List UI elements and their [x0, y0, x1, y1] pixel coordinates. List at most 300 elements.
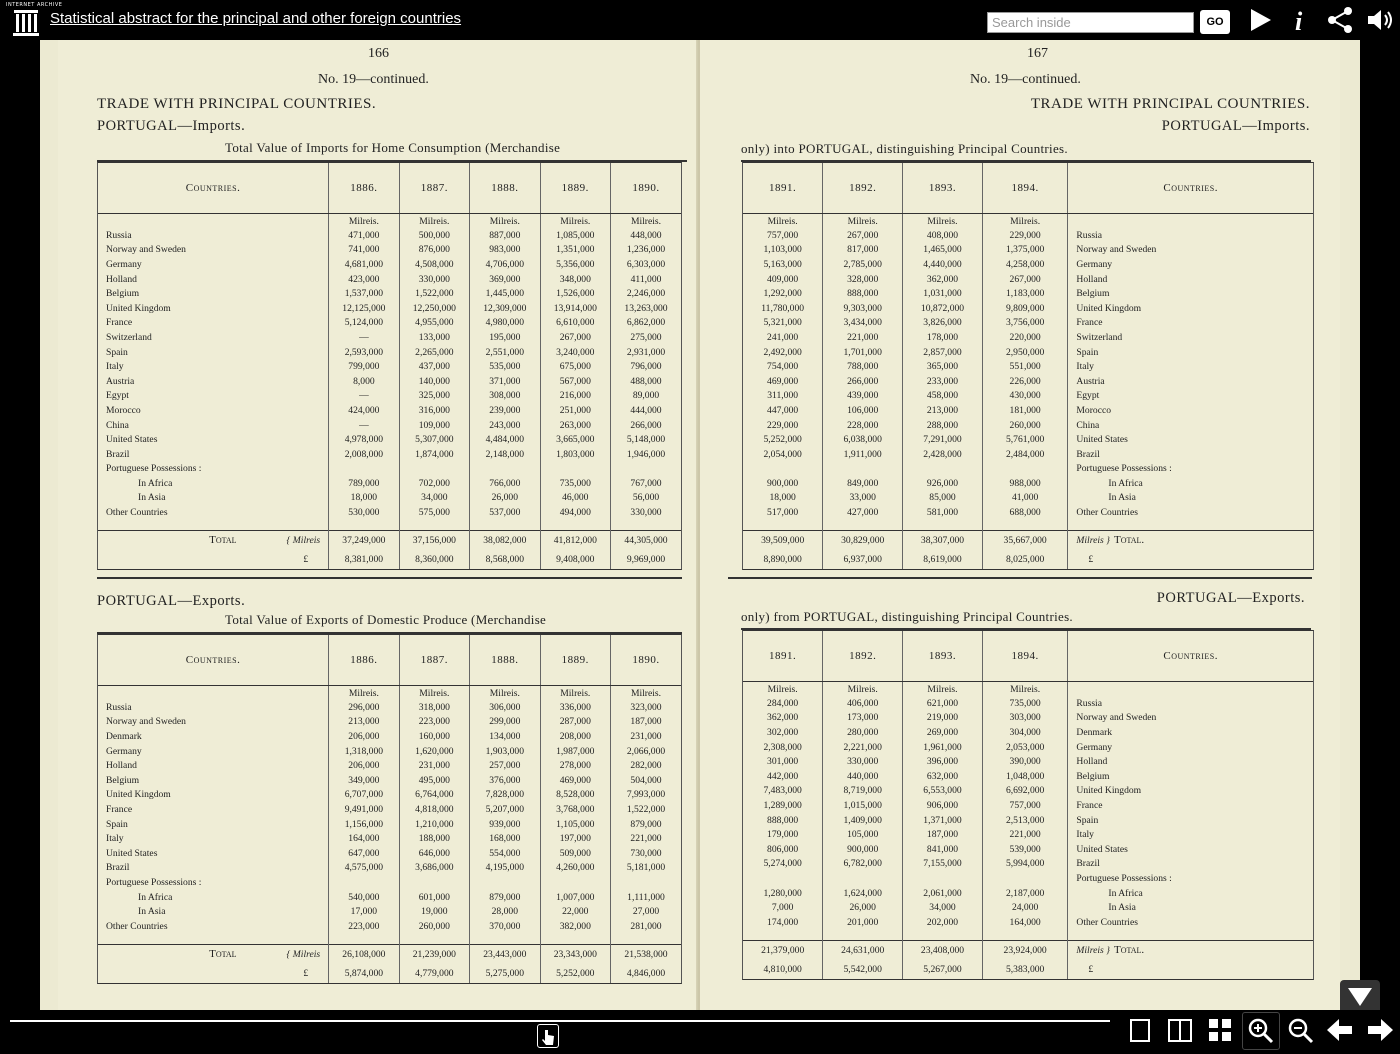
value-cell: 46,000	[540, 491, 610, 506]
value-cell: 187,000	[630, 716, 662, 728]
total-value-cell: 5,267,000	[903, 960, 983, 979]
value-cell: 17,000	[329, 904, 399, 919]
spacer-cell	[399, 520, 469, 531]
year-column-header: 1894.	[982, 163, 1068, 214]
value-cell: 2,931,000	[626, 346, 666, 358]
value-cell	[903, 462, 983, 477]
country-label: In Africa	[98, 890, 329, 905]
table-row	[743, 243, 1313, 258]
value-cell: 817,000	[823, 243, 903, 258]
value-cell	[982, 462, 1068, 477]
units-cell: Milreis.	[823, 682, 903, 697]
country-label: France	[1076, 799, 1103, 811]
total-value-cell: 8,619,000	[903, 550, 983, 569]
table-row	[743, 813, 1313, 828]
year-column-header: 1891.	[743, 163, 823, 214]
value-cell: 28,000	[470, 904, 540, 919]
next-page-icon[interactable]	[1365, 1015, 1395, 1045]
value-cell: 1,280,000	[743, 886, 823, 901]
value-cell: 6,610,000	[540, 316, 610, 331]
value-cell: 796,000	[630, 361, 662, 373]
units-cell: Milreis.	[630, 215, 662, 227]
value-cell	[399, 875, 469, 890]
value-cell: 788,000	[823, 359, 903, 374]
country-label: Germany	[98, 257, 329, 272]
book-spread[interactable]	[40, 40, 1360, 1010]
value-cell: 4,955,000	[399, 316, 469, 331]
table-row	[743, 272, 1313, 287]
value-cell: 1,007,000	[540, 890, 610, 905]
value-cell: 767,000	[630, 477, 662, 489]
value-cell: 2,857,000	[903, 345, 983, 360]
exports-label: PORTUGAL—Exports.	[1156, 590, 1305, 606]
previous-page-icon[interactable]	[1325, 1015, 1355, 1045]
value-cell: 89,000	[632, 390, 660, 402]
value-cell: 178,000	[903, 330, 983, 345]
value-cell: 2,484,000	[982, 447, 1068, 462]
value-cell: 6,764,000	[399, 788, 469, 803]
imports-table-right	[742, 162, 1314, 570]
countries-column-header: Countries.	[98, 163, 329, 214]
logo-text: INTERNET ARCHIVE	[6, 2, 63, 8]
value-cell: 330,000	[823, 754, 903, 769]
value-cell: 2,187,000	[982, 886, 1068, 901]
value-cell: 1,620,000	[399, 744, 469, 759]
value-cell: 1,465,000	[903, 243, 983, 258]
country-label: France	[98, 316, 329, 331]
value-cell: 41,000	[982, 491, 1068, 506]
year-column-header: 1888.	[470, 163, 540, 214]
value-cell: 535,000	[470, 359, 540, 374]
country-label: In Africa	[1108, 887, 1143, 899]
value-cell: 330,000	[399, 272, 469, 287]
search-inside-input[interactable]	[987, 12, 1194, 33]
value-cell: 206,000	[329, 758, 399, 773]
value-cell: 349,000	[329, 773, 399, 788]
year-column-header: 1893.	[903, 163, 983, 214]
value-cell: 4,980,000	[470, 316, 540, 331]
units-cell: Milreis.	[743, 682, 823, 697]
table-row	[98, 301, 681, 316]
value-cell: 34,000	[399, 491, 469, 506]
country-label: United Kingdom	[98, 301, 329, 316]
value-cell: 13,914,000	[540, 301, 610, 316]
value-cell: 231,000	[399, 758, 469, 773]
value-cell: 2,785,000	[823, 257, 903, 272]
country-label: Italy	[98, 831, 329, 846]
spacer-cell	[1068, 930, 1313, 941]
total-milreis-row	[743, 940, 1313, 960]
value-cell: 581,000	[903, 505, 983, 520]
table-row	[743, 389, 1313, 404]
value-cell: 179,000	[743, 827, 823, 842]
country-label: Holland	[1076, 756, 1108, 768]
value-cell: 282,000	[630, 760, 662, 772]
value-cell: 1,210,000	[399, 817, 469, 832]
table-row	[98, 359, 681, 374]
value-cell: 766,000	[470, 476, 540, 491]
value-cell: 213,000	[329, 715, 399, 730]
country-label: Other Countries	[1076, 916, 1138, 928]
total-value-cell: 23,443,000	[470, 944, 540, 964]
value-cell: 6,038,000	[823, 432, 903, 447]
table-row	[98, 904, 681, 919]
value-cell: 509,000	[540, 846, 610, 861]
audio-icon[interactable]	[1366, 6, 1396, 34]
value-cell: 106,000	[823, 403, 903, 418]
value-cell: 348,000	[540, 272, 610, 287]
value-cell: 4,258,000	[982, 257, 1068, 272]
value-cell: 567,000	[540, 374, 610, 389]
value-cell: 2,265,000	[399, 345, 469, 360]
year-column-header: 1890.	[611, 163, 681, 214]
info-icon[interactable]	[1287, 6, 1317, 34]
imports-label: PORTUGAL—Imports.	[97, 118, 246, 134]
share-icon[interactable]	[1326, 6, 1356, 34]
table-row	[98, 286, 681, 301]
value-cell: 6,303,000	[626, 258, 666, 270]
units-cell: Milreis.	[540, 686, 610, 701]
table-row	[743, 403, 1313, 418]
value-cell: 1,987,000	[540, 744, 610, 759]
play-icon[interactable]	[1245, 6, 1275, 34]
table-row	[98, 758, 681, 773]
value-cell: 303,000	[982, 711, 1068, 726]
value-cell: 427,000	[823, 505, 903, 520]
units-cell: Milreis.	[903, 214, 983, 229]
countries-column-header: Countries.	[1068, 163, 1313, 214]
country-label: Holland	[98, 758, 329, 773]
value-cell: 411,000	[630, 273, 662, 285]
value-cell: 1,105,000	[540, 817, 610, 832]
page-slider-track[interactable]	[10, 1020, 1110, 1022]
value-cell: 1,351,000	[540, 243, 610, 258]
table-row	[743, 696, 1313, 711]
value-cell: 408,000	[903, 228, 983, 243]
spacer-cell	[903, 930, 983, 941]
country-label: In Asia	[98, 491, 329, 506]
single-page-view-icon[interactable]	[1125, 1015, 1155, 1045]
value-cell: 243,000	[470, 418, 540, 433]
value-cell: —	[329, 418, 399, 433]
value-cell: 269,000	[903, 725, 983, 740]
country-label: France	[1076, 317, 1103, 329]
internet-archive-logo[interactable]	[6, 2, 63, 38]
value-cell: 887,000	[470, 228, 540, 243]
spacer-cell	[903, 520, 983, 531]
total-value-cell: 21,379,000	[743, 940, 823, 960]
milreis-unit-label: Milreis }	[1076, 945, 1110, 956]
total-label	[98, 944, 329, 964]
table-row	[743, 827, 1313, 842]
value-cell: 495,000	[399, 773, 469, 788]
table-row	[743, 257, 1313, 272]
value-cell: 879,000	[630, 818, 662, 830]
value-cell: 730,000	[630, 847, 662, 859]
table-row	[743, 711, 1313, 726]
value-cell: 316,000	[399, 403, 469, 418]
value-cell: 216,000	[540, 389, 610, 404]
value-cell: 1,156,000	[329, 817, 399, 832]
value-cell: —	[329, 330, 399, 345]
value-cell	[982, 871, 1068, 886]
value-cell: 2,066,000	[626, 745, 666, 757]
table-row	[98, 272, 681, 287]
value-cell: 85,000	[903, 491, 983, 506]
value-cell: 754,000	[743, 359, 823, 374]
total-unit-label	[1068, 550, 1313, 569]
table-row	[98, 729, 681, 744]
total-value-cell: 9,969,000	[626, 553, 666, 565]
exports-subtitle: Total Value of Exports of Domestic Produce (Merchandise	[225, 612, 547, 627]
spacer-cell	[98, 934, 329, 945]
value-cell: 12,250,000	[399, 301, 469, 316]
country-label: United States	[1076, 843, 1128, 855]
total-value-cell: 23,408,000	[903, 940, 983, 960]
country-label: Russia	[98, 700, 329, 715]
value-cell: 2,148,000	[470, 447, 540, 462]
value-cell: 424,000	[329, 403, 399, 418]
total-value-cell: 5,542,000	[823, 960, 903, 979]
two-page-view-icon[interactable]	[1165, 1015, 1195, 1045]
total-value-cell: 5,252,000	[540, 964, 610, 983]
value-cell: 105,000	[823, 827, 903, 842]
milreis-unit-label: { Milreis	[286, 535, 321, 547]
country-label: Italy	[1076, 829, 1094, 841]
table-row	[743, 476, 1313, 491]
table-row	[98, 432, 681, 447]
value-cell: 735,000	[982, 696, 1068, 711]
countries-column-header: Countries.	[1068, 631, 1313, 682]
value-cell: 7,000	[743, 900, 823, 915]
value-cell	[329, 875, 399, 890]
value-cell: 11,780,000	[743, 301, 823, 316]
total-value-cell: 38,082,000	[470, 530, 540, 550]
imports-subtitle: only) into PORTUGAL, distinguishing Principal Countries.	[741, 141, 1068, 156]
value-cell: 3,240,000	[540, 345, 610, 360]
value-cell: 3,686,000	[399, 861, 469, 876]
value-cell: 540,000	[329, 890, 399, 905]
value-cell: 5,252,000	[743, 432, 823, 447]
value-cell: 311,000	[743, 389, 823, 404]
value-cell: 575,000	[399, 505, 469, 520]
value-cell: 187,000	[903, 827, 983, 842]
total-value-cell: 23,924,000	[982, 940, 1068, 960]
table-row	[98, 846, 681, 861]
value-cell: 3,756,000	[982, 316, 1068, 331]
value-cell: 27,000	[632, 906, 660, 918]
year-column-header: 1893.	[903, 631, 983, 682]
value-cell: 4,260,000	[540, 861, 610, 876]
country-label: Switzerland	[98, 330, 329, 345]
total-milreis-row	[743, 530, 1313, 550]
total-value-cell: 8,025,000	[982, 550, 1068, 569]
page-number: 166	[368, 46, 389, 61]
table-row	[98, 330, 681, 345]
value-cell: 621,000	[903, 696, 983, 711]
value-cell: 440,000	[823, 769, 903, 784]
value-cell: 2,513,000	[982, 813, 1068, 828]
total-unit-label	[98, 964, 329, 983]
table-row	[743, 900, 1313, 915]
value-cell: 2,053,000	[982, 740, 1068, 755]
value-cell: 13,263,000	[624, 302, 668, 314]
units-row	[743, 214, 1313, 229]
exports-table-right	[742, 630, 1314, 980]
value-cell: 757,000	[982, 798, 1068, 813]
country-label: In Africa	[98, 476, 329, 491]
zoom-out-icon[interactable]	[1285, 1015, 1315, 1045]
table-row	[98, 345, 681, 360]
value-cell: 601,000	[399, 890, 469, 905]
spacer-cell	[823, 520, 903, 531]
pound-unit-label: £	[303, 553, 309, 565]
spacer-cell	[329, 520, 399, 531]
total-value-cell: 5,275,000	[470, 964, 540, 983]
table-row	[743, 301, 1313, 316]
table-row	[98, 389, 681, 404]
value-cell: 299,000	[470, 715, 540, 730]
country-label: Austria	[98, 374, 329, 389]
total-value-cell: 8,360,000	[399, 550, 469, 569]
value-cell: 646,000	[399, 846, 469, 861]
value-cell: 134,000	[470, 729, 540, 744]
value-cell	[823, 871, 903, 886]
country-label: Spain	[1076, 814, 1099, 826]
value-cell: 2,593,000	[329, 345, 399, 360]
value-cell: 1,911,000	[823, 447, 903, 462]
section-heading: TRADE WITH PRINCIPAL COUNTRIES.	[1030, 96, 1310, 112]
year-column-header: 1887.	[399, 163, 469, 214]
value-cell: 10,872,000	[903, 301, 983, 316]
value-cell: 3,768,000	[540, 802, 610, 817]
value-cell: 197,000	[540, 831, 610, 846]
toggle-toolbar-button[interactable]	[1340, 980, 1380, 1012]
total-unit-label	[98, 550, 329, 569]
table-row	[743, 505, 1313, 520]
value-cell: 306,000	[470, 700, 540, 715]
spacer-cell	[470, 934, 540, 945]
table-row	[743, 491, 1313, 506]
value-cell: 220,000	[982, 330, 1068, 345]
total-label-text: Total.	[1113, 534, 1145, 547]
country-label: Spain	[1076, 346, 1099, 358]
value-cell: 1,183,000	[982, 286, 1068, 301]
country-label: Germany	[98, 744, 329, 759]
value-cell: 260,000	[399, 919, 469, 934]
value-cell: 109,000	[399, 418, 469, 433]
value-cell: 221,000	[982, 827, 1068, 842]
possessions-label-row	[743, 871, 1313, 886]
value-cell: 241,000	[743, 330, 823, 345]
value-cell: 288,000	[903, 418, 983, 433]
total-value-cell: 6,937,000	[823, 550, 903, 569]
spacer-row	[743, 930, 1313, 941]
total-value-cell: 30,829,000	[823, 530, 903, 550]
year-column-header: 1892.	[823, 631, 903, 682]
value-cell: 1,803,000	[540, 447, 610, 462]
value-cell: 1,048,000	[982, 769, 1068, 784]
table-row	[743, 432, 1313, 447]
value-cell: 3,665,000	[540, 432, 610, 447]
value-cell: 1,111,000	[627, 891, 665, 903]
page-slider-handle[interactable]	[537, 1024, 559, 1048]
value-cell: 267,000	[823, 228, 903, 243]
value-cell: 504,000	[630, 774, 662, 786]
value-cell: 494,000	[540, 505, 610, 520]
value-cell: 1,031,000	[903, 286, 983, 301]
value-cell: 448,000	[630, 229, 662, 241]
spacer-cell	[1068, 214, 1313, 229]
value-cell: 423,000	[329, 272, 399, 287]
value-cell: 12,309,000	[470, 301, 540, 316]
value-cell: 437,000	[399, 359, 469, 374]
value-cell: 160,000	[399, 729, 469, 744]
country-label: Germany	[1076, 741, 1113, 753]
value-cell: 336,000	[540, 700, 610, 715]
search-go-button[interactable]: GO	[1200, 10, 1230, 34]
value-cell: 741,000	[329, 243, 399, 258]
value-cell: 330,000	[630, 507, 662, 519]
total-milreis-row	[98, 530, 681, 550]
value-cell: 5,307,000	[399, 432, 469, 447]
year-column-header: 1886.	[329, 635, 399, 686]
value-cell	[470, 875, 540, 890]
value-cell	[540, 875, 610, 890]
country-label: France	[98, 802, 329, 817]
value-cell: 390,000	[982, 754, 1068, 769]
spacer-cell	[611, 934, 681, 945]
country-label: Morocco	[98, 403, 329, 418]
spacer-cell	[98, 686, 329, 701]
value-cell	[470, 462, 540, 477]
spacer-row	[98, 520, 681, 531]
spacer-cell	[470, 520, 540, 531]
value-cell: 647,000	[329, 846, 399, 861]
thumbnail-view-icon[interactable]	[1205, 1015, 1235, 1045]
value-cell: 3,434,000	[823, 316, 903, 331]
table-row	[98, 505, 681, 520]
country-label: Spain	[98, 345, 329, 360]
country-label: Norway and Sweden	[98, 243, 329, 258]
value-cell: 9,303,000	[823, 301, 903, 316]
country-label: Other Countries	[1076, 507, 1138, 519]
value-cell: 266,000	[823, 374, 903, 389]
country-label: In Asia	[98, 904, 329, 919]
value-cell: 296,000	[329, 700, 399, 715]
value-cell: 7,291,000	[903, 432, 983, 447]
value-cell: 926,000	[903, 476, 983, 491]
total-value-cell: 21,538,000	[611, 944, 681, 964]
country-label: Italy	[1076, 361, 1094, 373]
value-cell: 26,000	[823, 900, 903, 915]
units-row	[98, 214, 681, 229]
book-title-link[interactable]: Statistical abstract for the principal and other foreign countries	[50, 10, 462, 27]
value-cell: 2,061,000	[903, 886, 983, 901]
zoom-in-icon[interactable]	[1242, 1012, 1280, 1050]
table-row	[98, 773, 681, 788]
exports-table-left	[97, 634, 682, 984]
value-cell: 24,000	[982, 900, 1068, 915]
value-cell: 675,000	[540, 359, 610, 374]
table-row	[743, 374, 1313, 389]
value-cell: 263,000	[540, 418, 610, 433]
value-cell: 900,000	[743, 476, 823, 491]
value-cell: 983,000	[470, 243, 540, 258]
value-cell: 789,000	[329, 476, 399, 491]
value-cell: 1,236,000	[626, 244, 666, 256]
country-label: Belgium	[1076, 770, 1110, 782]
